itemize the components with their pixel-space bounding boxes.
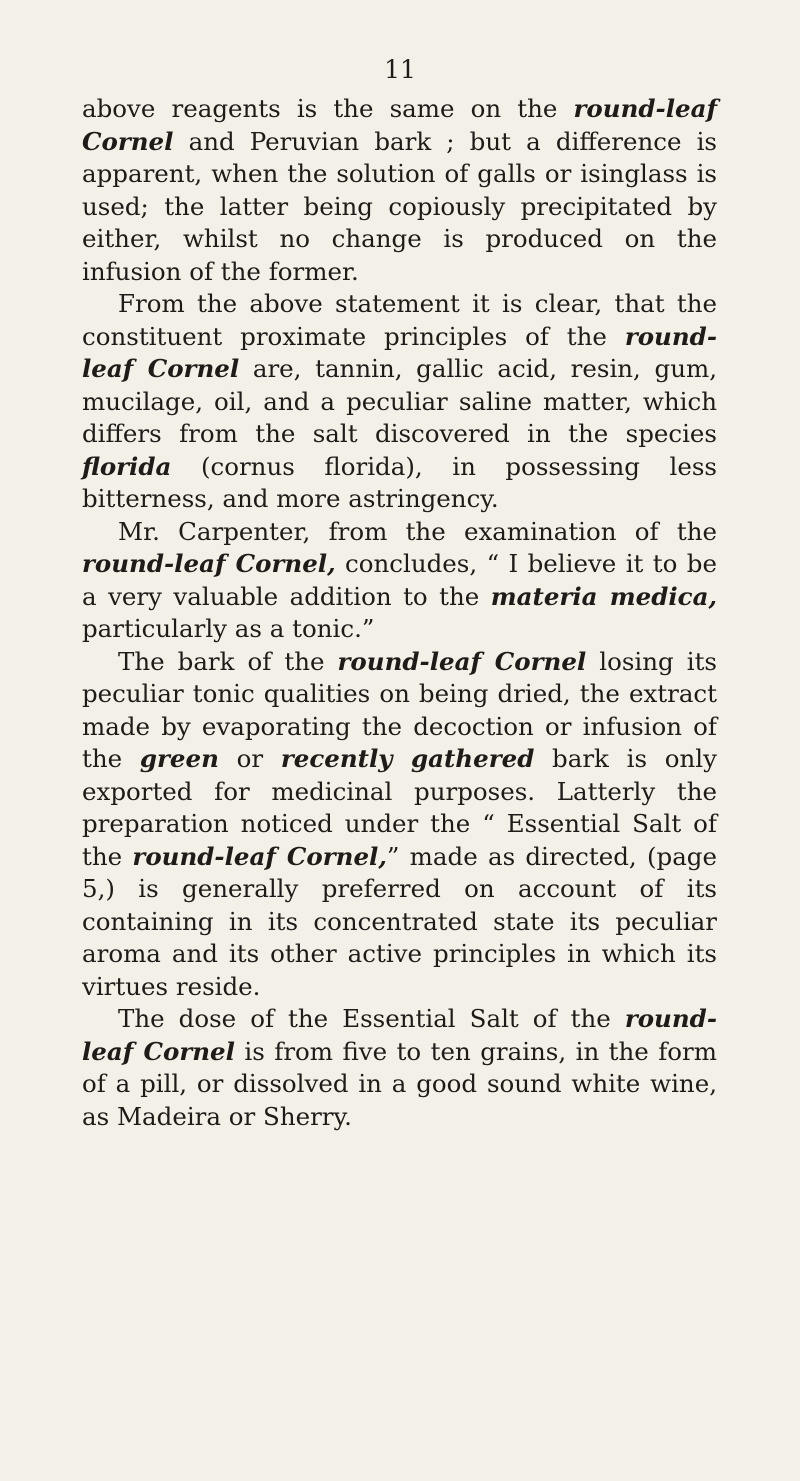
italic-text: round-leaf Cornel, <box>82 549 336 578</box>
italic-text: materia medica, <box>490 581 718 611</box>
text-run: The bark of the <box>118 646 338 676</box>
text-run: concludes, “ I believe it to be a very valuable addition to the <box>82 549 717 611</box>
paragraph-3 <box>82 516 717 646</box>
text-run: (cornus florida), in possessing less bitterness, and more astringency. <box>82 451 717 513</box>
text-run: above reagents is the same on the <box>82 94 574 123</box>
text-run: is from five to ten grains, in the form of a pill, or dissolved in a good sound white wine, as Madeira or Sherry. <box>82 1036 717 1131</box>
italic-text: round-leaf Cornel <box>82 321 717 383</box>
italic-text: green <box>139 744 219 773</box>
paragraph-5 <box>82 1003 717 1133</box>
paragraph-4 <box>82 646 717 1004</box>
italic-text: round-leaf Cornel <box>82 94 717 156</box>
text-run: are, tannin, gallic acid, resin, gum, mucilage, oil, and a peculiar saline matter, which differs from the salt discovered in the species <box>82 354 717 448</box>
page-number: 11 <box>384 55 416 84</box>
text-run: or <box>218 744 281 773</box>
italic-text: florida <box>82 451 172 481</box>
text-run: Mr. Carpenter, from the examination of the <box>118 516 717 546</box>
body-text <box>82 93 717 1133</box>
text-run: particularly as a tonic.” <box>82 614 375 643</box>
text-run: and Peruvian bark ; but a difference is apparent, when the solution of galls or isinglass is used; the latter being copiously precipitated by either, whilst no change is produced on the infusion of the former. <box>82 126 717 286</box>
italic-text: recently gathered <box>280 744 535 773</box>
italic-text: round-leaf Cornel, <box>132 841 387 871</box>
italic-text: round-leaf Cornel <box>337 646 587 676</box>
text-run: losing its peculiar tonic qualities on being dried, the extract made by evaporating the decoction or infusion of the <box>82 646 717 773</box>
italic-text: round-leaf Cornel <box>82 1004 717 1066</box>
text-run: The dose of the Essential Salt of the <box>118 1004 625 1033</box>
text-run: ” made as directed, (page 5,) is generally preferred on account of its containing in its concentrated state its peculiar aroma and its other active principles in which its virtues reside. <box>82 841 717 1001</box>
paragraph-1 <box>82 93 717 288</box>
paragraph-2 <box>82 288 717 516</box>
text-run: bark is only exported for medicinal purposes. Latterly the preparation noticed under the “ Essential Salt of the <box>82 744 717 871</box>
text-run: From the above statement it is clear, that the constituent proximate principles of the <box>82 289 717 351</box>
